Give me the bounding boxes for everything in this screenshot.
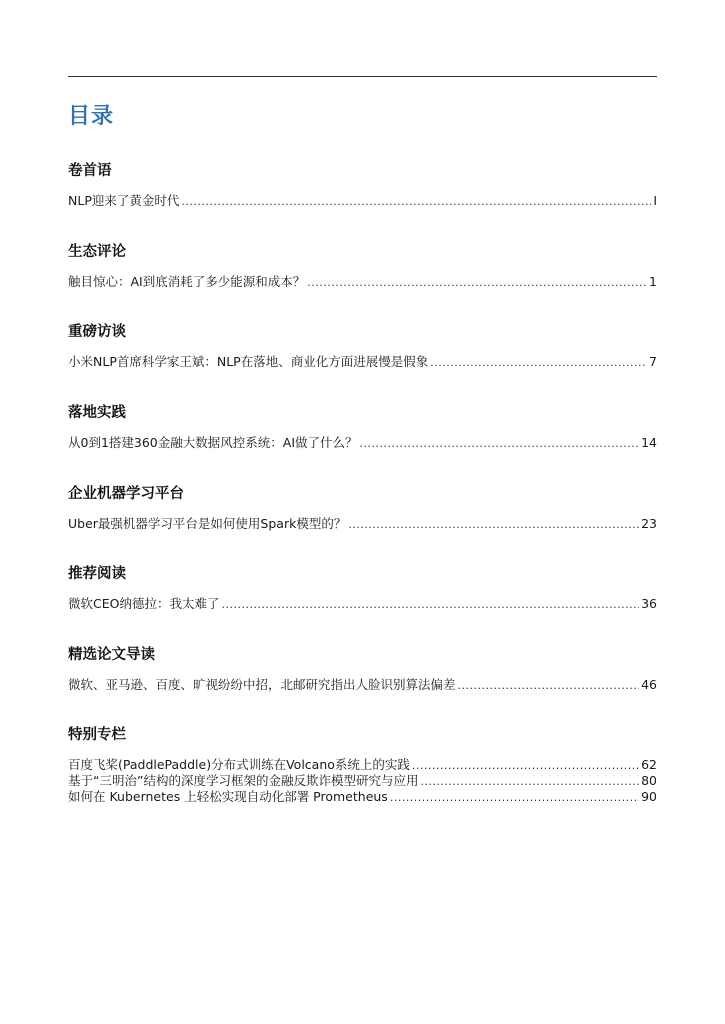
dot-leader — [390, 790, 639, 806]
page-number: 36 — [641, 596, 657, 611]
toc-entry[interactable] — [68, 789, 657, 805]
entry-title[interactable]: 微软、亚马逊、百度、旷视纷纷中招，北邮研究指出人脸识别算法偏差 — [68, 677, 456, 692]
page-number: 14 — [641, 435, 657, 450]
entry-title[interactable]: 微软CEO纳德拉：我太难了 — [68, 596, 220, 611]
page-number: 1 — [649, 274, 657, 289]
toc-title: 目录 — [68, 104, 115, 129]
section-heading: 特别专栏 — [68, 727, 126, 743]
page-number: 7 — [649, 354, 657, 369]
page-number: 80 — [641, 773, 657, 788]
dot-leader — [221, 597, 639, 613]
toc-section — [68, 403, 657, 451]
top-divider — [68, 76, 657, 77]
toc-section — [68, 484, 657, 532]
section-heading: 重磅访谈 — [68, 324, 126, 340]
section-heading: 卷首语 — [68, 163, 112, 179]
entry-title[interactable]: 基于“三明治”结构的深度学习框架的金融反欺诈模型研究与应用 — [68, 773, 419, 788]
dot-leader — [412, 758, 639, 774]
page-number: 62 — [641, 757, 657, 772]
toc-entry[interactable] — [68, 596, 657, 612]
page-number: 46 — [641, 677, 657, 692]
entry-title[interactable]: 百度飞桨(PaddlePaddle)分布式训练在Volcano系统上的实践 — [68, 757, 410, 772]
toc-entry[interactable] — [68, 274, 657, 290]
section-heading: 企业机器学习平台 — [68, 486, 184, 502]
dot-leader — [307, 275, 647, 291]
section-heading: 落地实践 — [68, 405, 126, 421]
toc-entry[interactable] — [68, 193, 657, 209]
entry-title[interactable]: 从0到1搭建360金融大数据风控系统：AI做了什么？ — [68, 435, 358, 450]
toc-entry[interactable] — [68, 516, 657, 532]
toc-section — [68, 645, 657, 693]
toc-entry[interactable] — [68, 677, 657, 693]
page-number: 90 — [641, 789, 657, 804]
entry-title[interactable]: NLP迎来了黄金时代 — [68, 193, 180, 208]
section-heading: 精选论文导读 — [68, 647, 155, 663]
entry-title[interactable]: 触目惊心：AI到底消耗了多少能源和成本？ — [68, 274, 306, 289]
toc-section — [68, 564, 657, 612]
toc-entry[interactable] — [68, 773, 657, 789]
entry-title[interactable]: Uber最强机器学习平台是如何使用Spark模型的？ — [68, 516, 347, 531]
toc-entry[interactable] — [68, 757, 657, 773]
dot-leader — [181, 194, 651, 210]
section-heading: 生态评论 — [68, 244, 126, 260]
toc-section — [68, 725, 657, 805]
entry-title[interactable]: 如何在 Kubernetes 上轻松实现自动化部署 Prometheus — [68, 789, 388, 804]
toc-section — [68, 161, 657, 209]
dot-leader — [430, 355, 647, 371]
toc-entry[interactable] — [68, 354, 657, 370]
toc-section — [68, 322, 657, 370]
page-number: 23 — [641, 516, 657, 531]
dot-leader — [360, 436, 640, 452]
entry-title[interactable]: 小米NLP首席科学家王斌：NLP在落地、商业化方面进展慢是假象 — [68, 354, 429, 369]
page-number: I — [653, 193, 657, 208]
toc-entry[interactable] — [68, 435, 657, 451]
dot-leader — [348, 517, 639, 533]
toc-section — [68, 242, 657, 290]
dot-leader — [458, 678, 640, 694]
section-heading: 推荐阅读 — [68, 566, 126, 582]
dot-leader — [420, 774, 639, 790]
